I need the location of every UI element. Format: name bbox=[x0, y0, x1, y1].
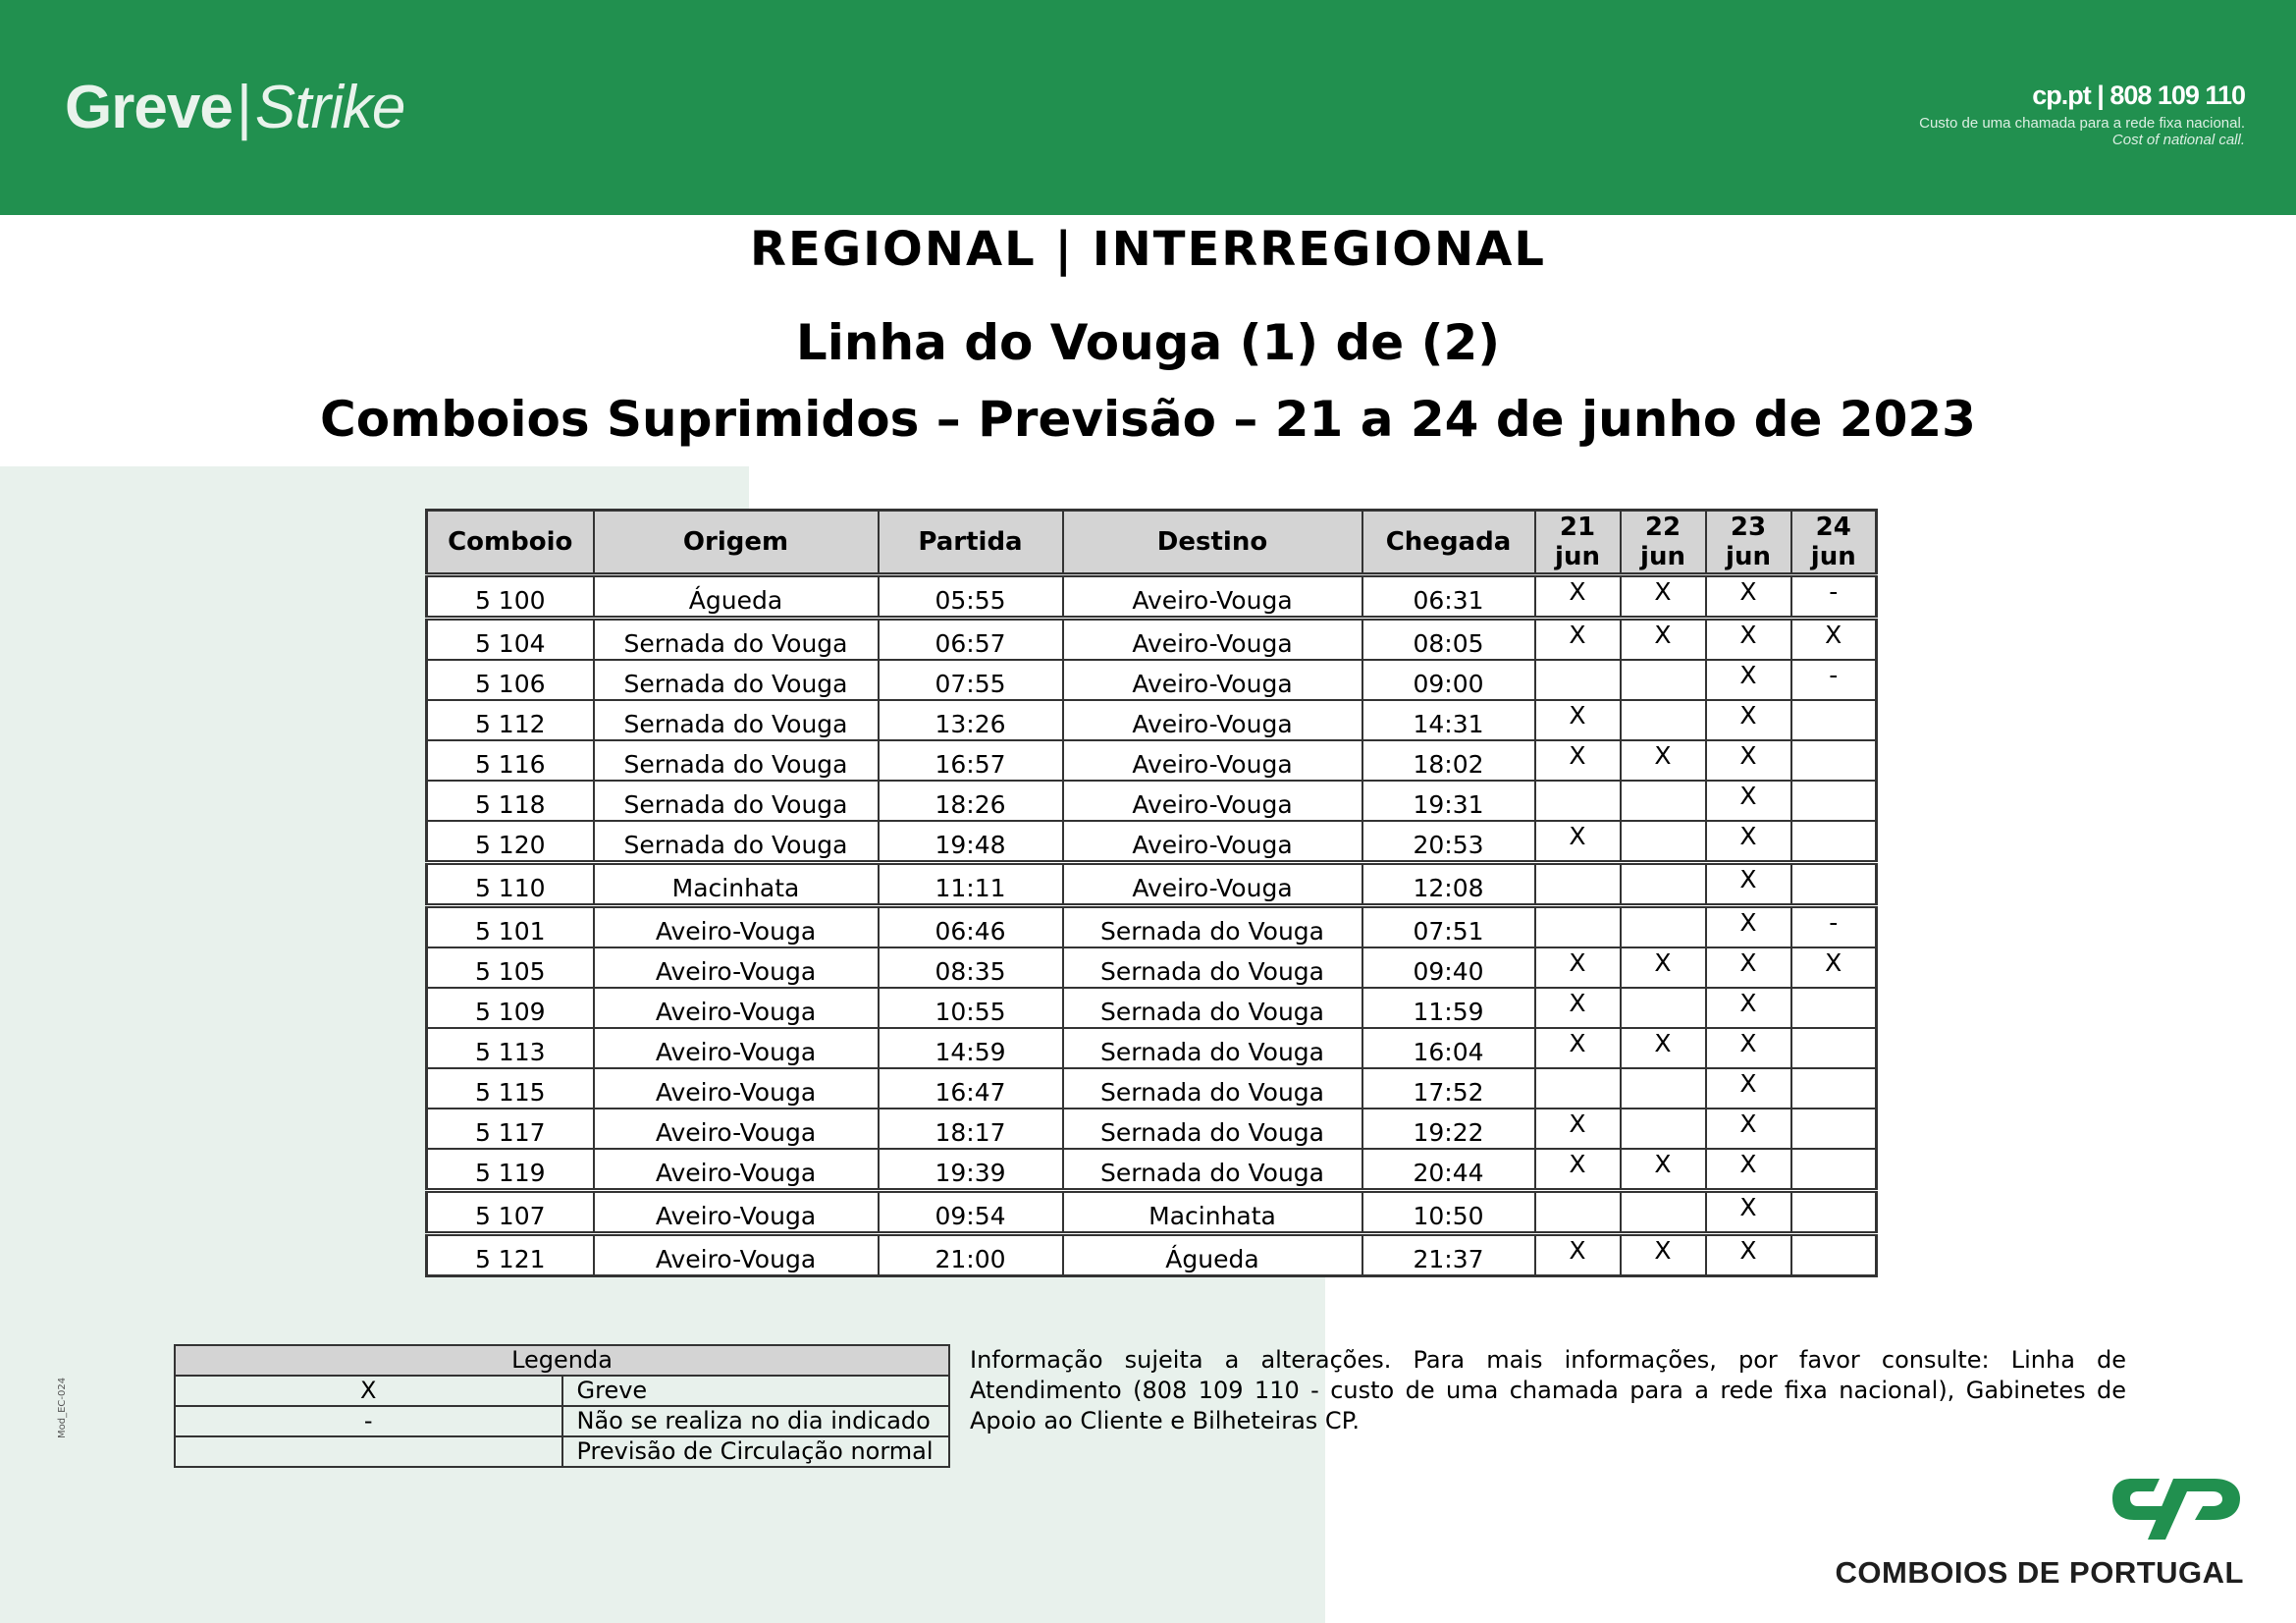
cell-d23: X bbox=[1706, 906, 1791, 948]
cell-chegada: 12:08 bbox=[1362, 863, 1535, 906]
cell-comboio: 5 118 bbox=[427, 781, 594, 821]
cell-chegada: 10:50 bbox=[1362, 1191, 1535, 1234]
col-header-chegada: Chegada bbox=[1362, 511, 1535, 575]
cell-d22 bbox=[1621, 660, 1706, 700]
cell-chegada: 20:44 bbox=[1362, 1149, 1535, 1191]
cell-d22 bbox=[1621, 700, 1706, 740]
cell-comboio: 5 120 bbox=[427, 821, 594, 863]
cell-d21 bbox=[1535, 906, 1621, 948]
cell-chegada: 19:22 bbox=[1362, 1109, 1535, 1149]
col-header-d24: 24 jun bbox=[1791, 511, 1877, 575]
cell-d24 bbox=[1791, 1109, 1877, 1149]
cell-d22 bbox=[1621, 906, 1706, 948]
cell-destino: Sernada do Vouga bbox=[1063, 1068, 1362, 1109]
legend-symbol: X bbox=[175, 1376, 562, 1406]
cell-d21: X bbox=[1535, 988, 1621, 1028]
cell-destino: Aveiro-Vouga bbox=[1063, 863, 1362, 906]
cell-d21: X bbox=[1535, 821, 1621, 863]
cell-destino: Aveiro-Vouga bbox=[1063, 660, 1362, 700]
cell-d22 bbox=[1621, 781, 1706, 821]
cell-origem: Sernada do Vouga bbox=[594, 740, 879, 781]
cell-chegada: 07:51 bbox=[1362, 906, 1535, 948]
document-code: Mod_EC-024 bbox=[57, 1377, 68, 1438]
cell-d24 bbox=[1791, 1028, 1877, 1068]
cell-d23: X bbox=[1706, 988, 1791, 1028]
cell-d22 bbox=[1621, 863, 1706, 906]
cell-destino: Aveiro-Vouga bbox=[1063, 781, 1362, 821]
table-row bbox=[427, 660, 1877, 700]
cell-d24 bbox=[1791, 1068, 1877, 1109]
cell-d22: X bbox=[1621, 1149, 1706, 1191]
col-header-d21: 21 jun bbox=[1535, 511, 1621, 575]
cell-partida: 05:55 bbox=[879, 575, 1063, 619]
table-row bbox=[427, 1234, 1877, 1276]
cell-partida: 16:47 bbox=[879, 1068, 1063, 1109]
table-header-row bbox=[427, 511, 1877, 575]
cell-origem: Sernada do Vouga bbox=[594, 660, 879, 700]
cell-destino: Aveiro-Vouga bbox=[1063, 575, 1362, 619]
legend-item bbox=[175, 1436, 949, 1467]
cell-comboio: 5 101 bbox=[427, 906, 594, 948]
page-subtitle: Comboios Suprimidos – Previsão – 21 a 24 de junho de 2023 bbox=[320, 391, 1976, 448]
cell-destino: Aveiro-Vouga bbox=[1063, 740, 1362, 781]
cell-chegada: 09:00 bbox=[1362, 660, 1535, 700]
cell-d23: X bbox=[1706, 740, 1791, 781]
cell-d24 bbox=[1791, 863, 1877, 906]
cell-origem: Aveiro-Vouga bbox=[594, 947, 879, 988]
cell-destino: Aveiro-Vouga bbox=[1063, 619, 1362, 661]
cell-destino: Aveiro-Vouga bbox=[1063, 821, 1362, 863]
col-header-d22: 22 jun bbox=[1621, 511, 1706, 575]
cell-comboio: 5 100 bbox=[427, 575, 594, 619]
cell-d21: X bbox=[1535, 1149, 1621, 1191]
cell-d21: X bbox=[1535, 619, 1621, 661]
cell-comboio: 5 119 bbox=[427, 1149, 594, 1191]
cell-partida: 13:26 bbox=[879, 700, 1063, 740]
cell-partida: 09:54 bbox=[879, 1191, 1063, 1234]
cell-partida: 18:26 bbox=[879, 781, 1063, 821]
cell-d21: X bbox=[1535, 1109, 1621, 1149]
cell-d24 bbox=[1791, 1191, 1877, 1234]
cell-comboio: 5 107 bbox=[427, 1191, 594, 1234]
cell-d21 bbox=[1535, 1191, 1621, 1234]
col-header-comboio: Comboio bbox=[427, 511, 594, 575]
cell-comboio: 5 115 bbox=[427, 1068, 594, 1109]
cell-d24: X bbox=[1791, 619, 1877, 661]
cell-d23: X bbox=[1706, 947, 1791, 988]
table-row bbox=[427, 575, 1877, 619]
cell-d24 bbox=[1791, 988, 1877, 1028]
cell-d24: X bbox=[1791, 947, 1877, 988]
cell-d23: X bbox=[1706, 1191, 1791, 1234]
table-row bbox=[427, 740, 1877, 781]
cell-d23: X bbox=[1706, 660, 1791, 700]
cell-d22 bbox=[1621, 1191, 1706, 1234]
legend-text: Não se realiza no dia indicado bbox=[562, 1406, 950, 1436]
cell-d24 bbox=[1791, 740, 1877, 781]
cell-comboio: 5 116 bbox=[427, 740, 594, 781]
table-row bbox=[427, 1028, 1877, 1068]
col-header-origem: Origem bbox=[594, 511, 879, 575]
cell-origem: Águeda bbox=[594, 575, 879, 619]
cp-logo-icon bbox=[2109, 1473, 2246, 1545]
cell-d24 bbox=[1791, 821, 1877, 863]
cell-d21 bbox=[1535, 781, 1621, 821]
cell-d21: X bbox=[1535, 947, 1621, 988]
cell-d24 bbox=[1791, 1149, 1877, 1191]
cell-d23: X bbox=[1706, 1234, 1791, 1276]
cell-chegada: 11:59 bbox=[1362, 988, 1535, 1028]
cell-d23: X bbox=[1706, 781, 1791, 821]
cell-d22: X bbox=[1621, 947, 1706, 988]
cell-d24: - bbox=[1791, 575, 1877, 619]
cell-destino: Sernada do Vouga bbox=[1063, 1028, 1362, 1068]
cell-chegada: 09:40 bbox=[1362, 947, 1535, 988]
cell-comboio: 5 104 bbox=[427, 619, 594, 661]
table-row bbox=[427, 781, 1877, 821]
table-row bbox=[427, 988, 1877, 1028]
table-row bbox=[427, 1191, 1877, 1234]
legend-symbol: - bbox=[175, 1406, 562, 1436]
cell-partida: 14:59 bbox=[879, 1028, 1063, 1068]
legend-text: Previsão de Circulação normal bbox=[562, 1436, 950, 1467]
cell-d22 bbox=[1621, 1068, 1706, 1109]
table-row bbox=[427, 619, 1877, 661]
contact-note-en: Cost of national call. bbox=[2111, 132, 2245, 148]
cell-comboio: 5 112 bbox=[427, 700, 594, 740]
cell-d23: X bbox=[1706, 575, 1791, 619]
cell-comboio: 5 106 bbox=[427, 660, 594, 700]
cell-partida: 18:17 bbox=[879, 1109, 1063, 1149]
cell-d22 bbox=[1621, 988, 1706, 1028]
cell-d22: X bbox=[1621, 619, 1706, 661]
cell-d24: - bbox=[1791, 660, 1877, 700]
cell-partida: 06:57 bbox=[879, 619, 1063, 661]
cell-destino: Macinhata bbox=[1063, 1191, 1362, 1234]
contact-note-pt: Custo de uma chamada para a rede fixa nacional. bbox=[1919, 115, 2245, 132]
cell-partida: 16:57 bbox=[879, 740, 1063, 781]
cell-origem: Sernada do Vouga bbox=[594, 619, 879, 661]
cell-d21 bbox=[1535, 1068, 1621, 1109]
table-row bbox=[427, 1109, 1877, 1149]
cell-destino: Aveiro-Vouga bbox=[1063, 700, 1362, 740]
cell-destino: Sernada do Vouga bbox=[1063, 988, 1362, 1028]
cell-d22 bbox=[1621, 1109, 1706, 1149]
cell-comboio: 5 121 bbox=[427, 1234, 594, 1276]
cell-comboio: 5 117 bbox=[427, 1109, 594, 1149]
legend-item bbox=[175, 1406, 949, 1436]
cell-partida: 21:00 bbox=[879, 1234, 1063, 1276]
cell-d24 bbox=[1791, 1234, 1877, 1276]
cell-origem: Sernada do Vouga bbox=[594, 781, 879, 821]
cell-partida: 19:39 bbox=[879, 1149, 1063, 1191]
cell-destino: Sernada do Vouga bbox=[1063, 1109, 1362, 1149]
cell-d22: X bbox=[1621, 575, 1706, 619]
cell-chegada: 19:31 bbox=[1362, 781, 1535, 821]
cell-chegada: 18:02 bbox=[1362, 740, 1535, 781]
cell-d21 bbox=[1535, 863, 1621, 906]
cell-chegada: 06:31 bbox=[1362, 575, 1535, 619]
cell-d21: X bbox=[1535, 700, 1621, 740]
cell-d23: X bbox=[1706, 1109, 1791, 1149]
table-row bbox=[427, 1149, 1877, 1191]
cell-chegada: 21:37 bbox=[1362, 1234, 1535, 1276]
header-banner bbox=[0, 0, 2296, 215]
cell-partida: 07:55 bbox=[879, 660, 1063, 700]
cell-origem: Aveiro-Vouga bbox=[594, 906, 879, 948]
section-title: REGIONAL | INTERREGIONAL bbox=[750, 222, 1546, 277]
col-header-partida: Partida bbox=[879, 511, 1063, 575]
cell-destino: Águeda bbox=[1063, 1234, 1362, 1276]
legend-title: Legenda bbox=[175, 1345, 949, 1376]
cell-partida: 06:46 bbox=[879, 906, 1063, 948]
cell-d21: X bbox=[1535, 1234, 1621, 1276]
cell-d21: X bbox=[1535, 740, 1621, 781]
cell-d24: - bbox=[1791, 906, 1877, 948]
cell-chegada: 20:53 bbox=[1362, 821, 1535, 863]
col-header-d23: 23 jun bbox=[1706, 511, 1791, 575]
table-row bbox=[427, 906, 1877, 948]
cell-origem: Aveiro-Vouga bbox=[594, 988, 879, 1028]
cell-comboio: 5 110 bbox=[427, 863, 594, 906]
cell-chegada: 08:05 bbox=[1362, 619, 1535, 661]
cell-d21: X bbox=[1535, 575, 1621, 619]
cell-origem: Macinhata bbox=[594, 863, 879, 906]
table-row bbox=[427, 1068, 1877, 1109]
cell-d23: X bbox=[1706, 1028, 1791, 1068]
cell-origem: Aveiro-Vouga bbox=[594, 1191, 879, 1234]
cell-partida: 08:35 bbox=[879, 947, 1063, 988]
table-row bbox=[427, 947, 1877, 988]
legend-symbol bbox=[175, 1436, 562, 1467]
cell-origem: Sernada do Vouga bbox=[594, 821, 879, 863]
brand-title bbox=[65, 73, 404, 142]
cell-d22: X bbox=[1621, 740, 1706, 781]
table-row bbox=[427, 863, 1877, 906]
cell-origem: Aveiro-Vouga bbox=[594, 1068, 879, 1109]
cell-d23: X bbox=[1706, 700, 1791, 740]
cell-d21: X bbox=[1535, 1028, 1621, 1068]
cell-partida: 10:55 bbox=[879, 988, 1063, 1028]
info-note: Informação sujeita a alterações. Para mais informações, por favor consulte: Linha de Atendimento (808 109 110 - custo de uma chamada para a rede fixa nacional), Gabinetes de Apoio ao Cliente e Bilheteiras CP. bbox=[970, 1346, 2126, 1434]
cell-d23: X bbox=[1706, 1068, 1791, 1109]
contact-block bbox=[1919, 81, 2245, 148]
brand-greve: Greve bbox=[65, 74, 233, 141]
legend-text: Greve bbox=[562, 1376, 950, 1406]
cell-d22 bbox=[1621, 821, 1706, 863]
cell-d23: X bbox=[1706, 821, 1791, 863]
cell-comboio: 5 105 bbox=[427, 947, 594, 988]
suppressed-trains-table bbox=[425, 509, 1878, 1277]
contact-main: cp.pt | 808 109 110 bbox=[2032, 81, 2245, 110]
cell-partida: 11:11 bbox=[879, 863, 1063, 906]
cell-chegada: 17:52 bbox=[1362, 1068, 1535, 1109]
cell-origem: Aveiro-Vouga bbox=[594, 1109, 879, 1149]
cell-origem: Aveiro-Vouga bbox=[594, 1028, 879, 1068]
cell-d24 bbox=[1791, 781, 1877, 821]
cell-destino: Sernada do Vouga bbox=[1063, 906, 1362, 948]
cell-chegada: 16:04 bbox=[1362, 1028, 1535, 1068]
table-row bbox=[427, 700, 1877, 740]
brand-separator: | bbox=[236, 74, 251, 141]
line-title: Linha do Vouga (1) de (2) bbox=[795, 314, 1501, 371]
cell-d23: X bbox=[1706, 619, 1791, 661]
cell-d21 bbox=[1535, 660, 1621, 700]
cell-destino: Sernada do Vouga bbox=[1063, 947, 1362, 988]
table-row bbox=[427, 821, 1877, 863]
col-header-destino: Destino bbox=[1063, 511, 1362, 575]
cell-comboio: 5 109 bbox=[427, 988, 594, 1028]
legend-table bbox=[174, 1344, 950, 1468]
brand-strike: Strike bbox=[254, 74, 405, 141]
cell-d22: X bbox=[1621, 1028, 1706, 1068]
cell-d22: X bbox=[1621, 1234, 1706, 1276]
cell-origem: Sernada do Vouga bbox=[594, 700, 879, 740]
cell-chegada: 14:31 bbox=[1362, 700, 1535, 740]
cell-d24 bbox=[1791, 700, 1877, 740]
company-name: COMBOIOS DE PORTUGAL bbox=[1835, 1555, 2244, 1590]
legend-item bbox=[175, 1376, 949, 1406]
cell-d23: X bbox=[1706, 1149, 1791, 1191]
cell-origem: Aveiro-Vouga bbox=[594, 1149, 879, 1191]
cell-partida: 19:48 bbox=[879, 821, 1063, 863]
cell-comboio: 5 113 bbox=[427, 1028, 594, 1068]
cell-destino: Sernada do Vouga bbox=[1063, 1149, 1362, 1191]
cell-origem: Aveiro-Vouga bbox=[594, 1234, 879, 1276]
cell-d23: X bbox=[1706, 863, 1791, 906]
